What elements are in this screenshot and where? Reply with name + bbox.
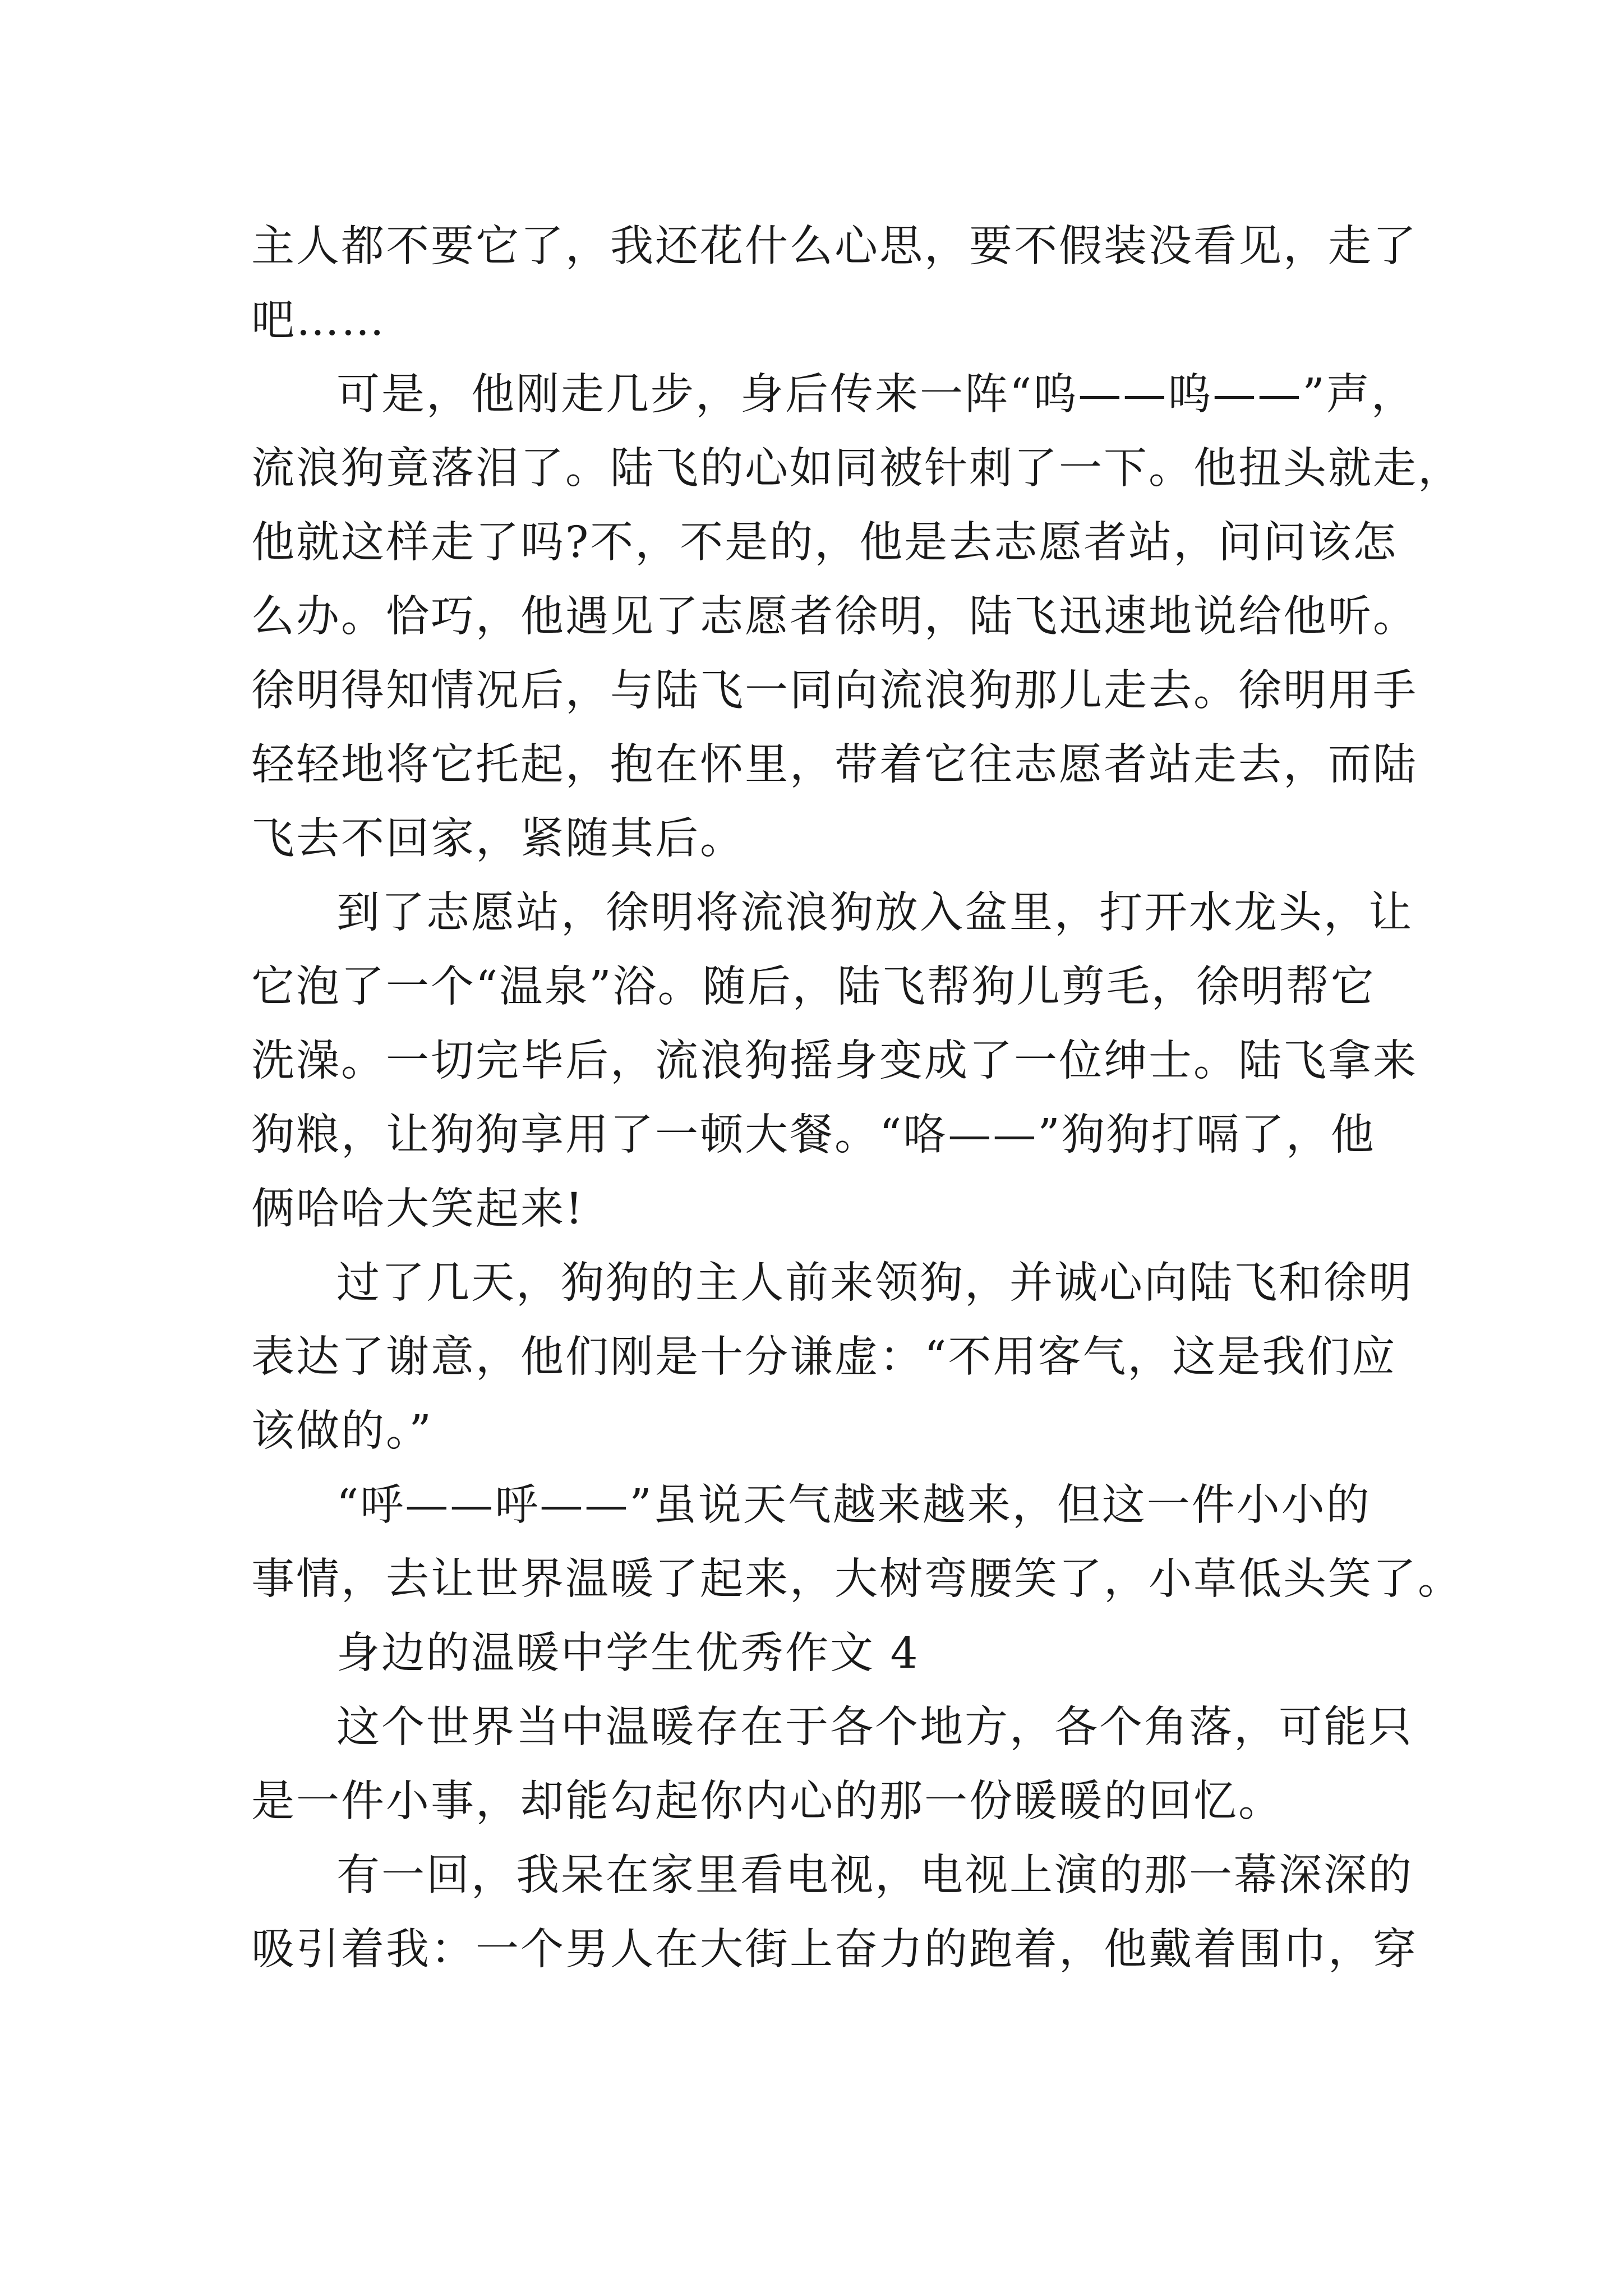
text-line: 是一件小事，却能勾起你内心的那一份暖暖的回忆。 <box>251 1777 1283 1826</box>
essay-body <box>251 210 1463 1987</box>
text-line: 流浪狗竟落泪了。陆飞的心如同被针刺了一下。他扭头就走， <box>251 444 1463 494</box>
text-line: 狗粮，让狗狗享用了一顿大餐。“咯——”狗狗打嗝了，他 <box>251 1110 1376 1160</box>
text-line: 么办。恰巧，他遇见了志愿者徐明，陆飞迅速地说给他听。 <box>251 592 1418 642</box>
text-line: 表达了谢意，他们刚是十分谦虚：“不用客气，这是我们应 <box>251 1332 1397 1382</box>
text-line: 轻轻地将它托起，抱在怀里，带着它往志愿者站走去，而陆 <box>251 740 1418 790</box>
text-line: 主人都不要它了，我还花什么心思，要不假装没看见，走了 <box>251 222 1418 272</box>
text-line: 它泡了一个“温泉”浴。随后，陆飞帮狗儿剪毛，徐明帮它 <box>251 962 1376 1012</box>
text-line: 飞去不回家，紧随其后。 <box>251 814 745 864</box>
text-line: 身边的温暖中学生优秀作文 4 <box>336 1628 920 1678</box>
text-line: 可是，他刚走几步，身后传来一阵“呜——呜——”声， <box>336 370 1416 420</box>
text-line: 徐明得知情况后，与陆飞一同向流浪狗那儿走去。徐明用手 <box>251 666 1418 716</box>
text-line: 到了志愿站，徐明将流浪狗放入盆里，打开水龙头，让 <box>336 888 1413 938</box>
text-line: 有一回，我呆在家里看电视，电视上演的那一幕深深的 <box>336 1851 1413 1901</box>
text-line: 这个世界当中温暖存在于各个地方，各个角落，可能只 <box>336 1703 1413 1752</box>
text-line: 吧…… <box>251 296 386 346</box>
text-line: 吸引着我：一个男人在大街上奋力的跑着，他戴着围巾，穿 <box>251 1925 1418 1975</box>
text-line: 俩哈哈大笑起来! <box>251 1184 584 1234</box>
text-line: 他就这样走了吗?不，不是的，他是去志愿者站，问问该怎 <box>251 518 1398 568</box>
text-line: 洗澡。一切完毕后，流浪狗摇身变成了一位绅士。陆飞拿来 <box>251 1036 1418 1086</box>
text-line: “呼——呼——”虽说天气越来越来，但这一件小小的 <box>336 1480 1371 1530</box>
text-line: 过了几天，狗狗的主人前来领狗，并诚心向陆飞和徐明 <box>336 1258 1413 1308</box>
text-line: 该做的。” <box>251 1406 433 1456</box>
text-line: 事情，去让世界温暖了起来，大树弯腰笑了，小草低头笑了。 <box>251 1554 1463 1604</box>
